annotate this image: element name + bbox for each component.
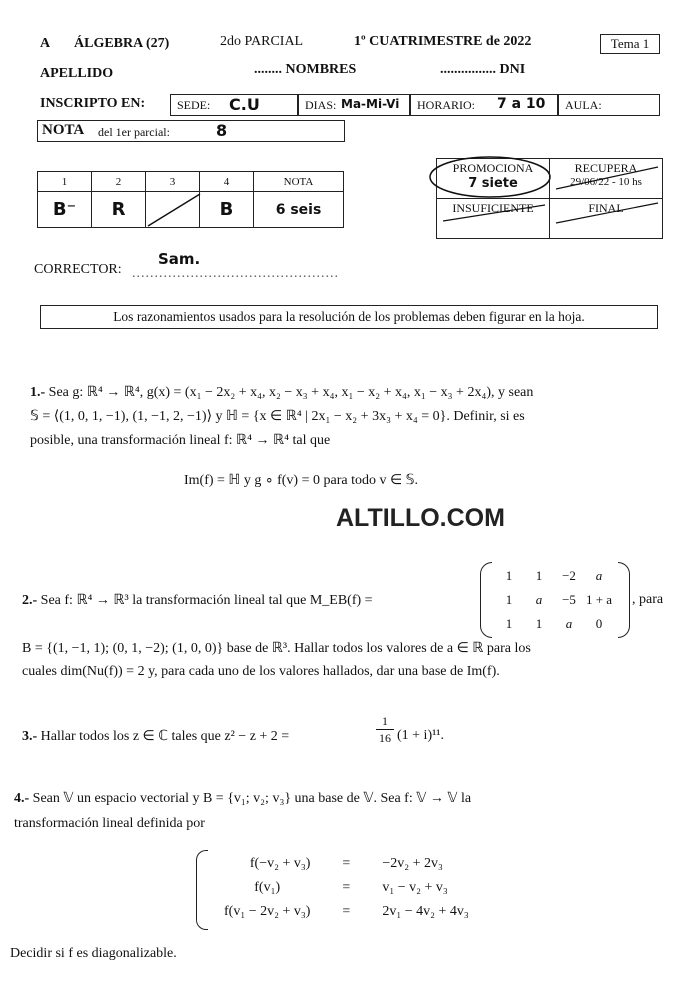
problem-2-text-1: Sea f: ℝ⁴ → ℝ³ la transformación lineal tal que M_EB(f) = xyxy=(40,593,373,608)
final-label: FINAL xyxy=(588,201,624,215)
tema-badge: Tema 1 xyxy=(600,34,660,54)
grade-value-3 xyxy=(146,192,200,228)
dni-label: ................ DNI xyxy=(440,62,526,77)
strike-mark xyxy=(437,199,550,239)
matrix-cell: a xyxy=(565,616,573,631)
insuficiente-label: INSUFICIENTE xyxy=(452,201,534,215)
horario-label: HORARIO: xyxy=(417,98,476,112)
problem-1-formula: Im(f) = ℍ y g ∘ f(v) = 0 para todo v ∈ 𝕊. xyxy=(184,473,419,488)
nota-value: 8 xyxy=(216,121,228,140)
dias-value: Ma-Mi-Vi xyxy=(341,97,400,111)
matrix-cell: 1 xyxy=(535,616,543,631)
problem-4-system xyxy=(216,852,477,924)
problem-3-line-1 xyxy=(22,728,289,745)
problem-4-line-2: transformación lineal definida por xyxy=(14,816,205,831)
cuatrimestre-label: 1º CUATRIMESTRE de 2022 xyxy=(354,34,532,49)
insuficiente-cell xyxy=(437,199,550,239)
grade-value-4: B xyxy=(200,192,254,228)
grade-value-2: R xyxy=(92,192,146,228)
grade-value-nota: 6 seis xyxy=(254,192,344,228)
matrix-row xyxy=(494,588,614,612)
system-eq: = xyxy=(342,856,351,871)
apellido-label: APELLIDO xyxy=(40,66,114,81)
problem-3-fraction-num: 1 xyxy=(376,714,394,730)
aula-label: AULA: xyxy=(565,98,602,112)
problem-1-line-3: posible, una transformación lineal f: ℝ⁴ → ℝ⁴ tal que xyxy=(30,433,331,448)
matrix-grid xyxy=(494,564,614,636)
system-eq: = xyxy=(342,880,351,895)
inscripto-label: INSCRIPTO EN: xyxy=(40,96,146,111)
promociona-label: PROMOCIONA xyxy=(452,161,534,175)
problem-3-tail: (1 + i)¹¹. xyxy=(397,728,445,743)
matrix-cell: −2 xyxy=(562,568,576,583)
exam-letter: A xyxy=(40,36,51,51)
sede-field xyxy=(170,94,298,116)
system-row xyxy=(216,876,477,900)
matrix-left-paren xyxy=(480,562,492,638)
matrix-cell: 1 xyxy=(505,568,513,583)
strike-mark xyxy=(550,199,663,239)
matrix-row xyxy=(494,564,614,588)
system-row xyxy=(216,900,477,924)
system-lhs: f(v₁) xyxy=(254,880,281,895)
recupera-label: RECUPERA xyxy=(574,161,638,175)
matrix-cell: −5 xyxy=(562,592,576,607)
grade-header-2: 2 xyxy=(92,172,146,192)
corrector-label: CORRECTOR: xyxy=(34,262,122,277)
problem-3-number: 3.- xyxy=(22,729,38,744)
horario-value: 7 a 10 xyxy=(497,96,546,112)
slash-mark xyxy=(146,192,202,228)
problem-2-tail: , para xyxy=(632,592,664,607)
problem-4-line-1 xyxy=(14,790,471,807)
grades-header-row xyxy=(38,172,344,192)
problem-4-number: 4.- xyxy=(14,791,30,806)
strike-mark xyxy=(550,159,663,199)
problem-2-line-2: B = {(1, −1, 1); (0, 1, −2); (1, 0, 0)} base de ℝ³. Hallar todos los valores de a ∈ ℝ para los xyxy=(22,641,531,656)
grade-header-nota: NOTA xyxy=(254,172,344,192)
matrix-cell: 1 xyxy=(535,568,543,583)
system-rhs: 2v₁ − 4v₂ + 4v₃ xyxy=(382,904,469,919)
nota-rest-label: del 1er parcial: xyxy=(98,125,170,139)
matrix-cell: 0 xyxy=(595,616,603,631)
problem-1-line-1 xyxy=(30,384,533,401)
corrector-value: Sam. xyxy=(158,250,201,268)
problem-2-line-1 xyxy=(22,592,373,609)
grades-value-row xyxy=(38,192,344,228)
problem-2-line-3: cuales dim(Nu(f)) = 2 y, para cada uno de los valores hallados, dar una base de Im(f). xyxy=(22,664,500,679)
recupera-date: 29/06/22 - 10 hs xyxy=(570,176,642,188)
system-rhs: v₁ − v₂ + v₃ xyxy=(382,880,448,895)
system-lhs: f(v₁ − 2v₂ + v₃) xyxy=(224,904,311,919)
aula-field xyxy=(558,94,660,116)
nota-label: NOTA xyxy=(42,122,85,138)
matrix-right-paren xyxy=(618,562,630,638)
problem-1-number: 1.- xyxy=(30,385,46,400)
nombres-label: ........ NOMBRES xyxy=(254,62,357,77)
matrix-cell: 1 xyxy=(505,616,513,631)
circle-mark xyxy=(427,153,557,199)
sede-value: C.U xyxy=(229,95,260,114)
system-row xyxy=(216,852,477,876)
matrix-row xyxy=(494,612,614,636)
parcial-label: 2do PARCIAL xyxy=(220,34,304,49)
recupera-cell xyxy=(550,159,663,199)
dias-label: DIAS: xyxy=(305,98,337,112)
matrix-cell: a xyxy=(595,568,603,583)
system-brace xyxy=(196,850,208,930)
problem-3-text-1: Hallar todos los z ∈ ℂ tales que z² − z + 2 = xyxy=(40,729,290,744)
system-eq: = xyxy=(342,904,351,919)
system-lhs: f(−v₂ + v₃) xyxy=(249,856,311,871)
matrix-cell: a xyxy=(535,592,543,607)
sede-label: SEDE: xyxy=(177,98,211,112)
problem-1-text-1: Sea g: ℝ⁴ → ℝ⁴, g(x) = (x₁ − 2x₂ + x₄, x₂ − x₃ + x₄, x₁ − x₂ + x₄, x₁ − x₃ + 2x₄), y sean xyxy=(48,385,534,400)
grade-header-1: 1 xyxy=(38,172,92,192)
promociona-cell xyxy=(437,159,550,199)
problem-2-number: 2.- xyxy=(22,593,38,608)
matrix-cell: 1 + a xyxy=(585,592,613,607)
system-rhs: −2v₂ + 2v₃ xyxy=(382,856,443,871)
corrector-dots: .............................................. xyxy=(132,266,339,281)
promo-table xyxy=(436,158,663,239)
problem-4-text-1: Sean 𝕍 un espacio vectorial y B = {v₁; v₂; v₃} una base de 𝕍. Sea f: 𝕍 → 𝕍 la xyxy=(32,791,472,806)
final-cell xyxy=(550,199,663,239)
subject-title: ÁLGEBRA (27) xyxy=(74,36,170,51)
problem-4-question: Decidir si f es diagonalizable. xyxy=(10,946,177,961)
grade-value-1: B⁻ xyxy=(38,192,92,228)
dias-field xyxy=(298,94,410,116)
grade-header-3: 3 xyxy=(146,172,200,192)
problem-1-line-2: 𝕊 = ⟨(1, 0, 1, −1), (1, −1, 2, −1)⟩ y ℍ = {x ∈ ℝ⁴ | 2x₁ − x₂ + 3x₃ + x₄ = 0}. Definir, si es xyxy=(30,409,525,424)
grade-header-4: 4 xyxy=(200,172,254,192)
promociona-value: 7 siete xyxy=(468,176,518,191)
nota-primer-parcial-field xyxy=(37,120,345,142)
horario-field xyxy=(410,94,558,116)
grades-table xyxy=(37,171,344,228)
problem-3-fraction-den: 16 xyxy=(379,731,391,745)
watermark: ALTILLO.COM xyxy=(336,504,505,532)
notice-box: Los razonamientos usados para la resolución de los problemas deben figurar en la hoja. xyxy=(40,305,658,329)
matrix-cell: 1 xyxy=(505,592,513,607)
problem-2-matrix xyxy=(480,562,630,638)
